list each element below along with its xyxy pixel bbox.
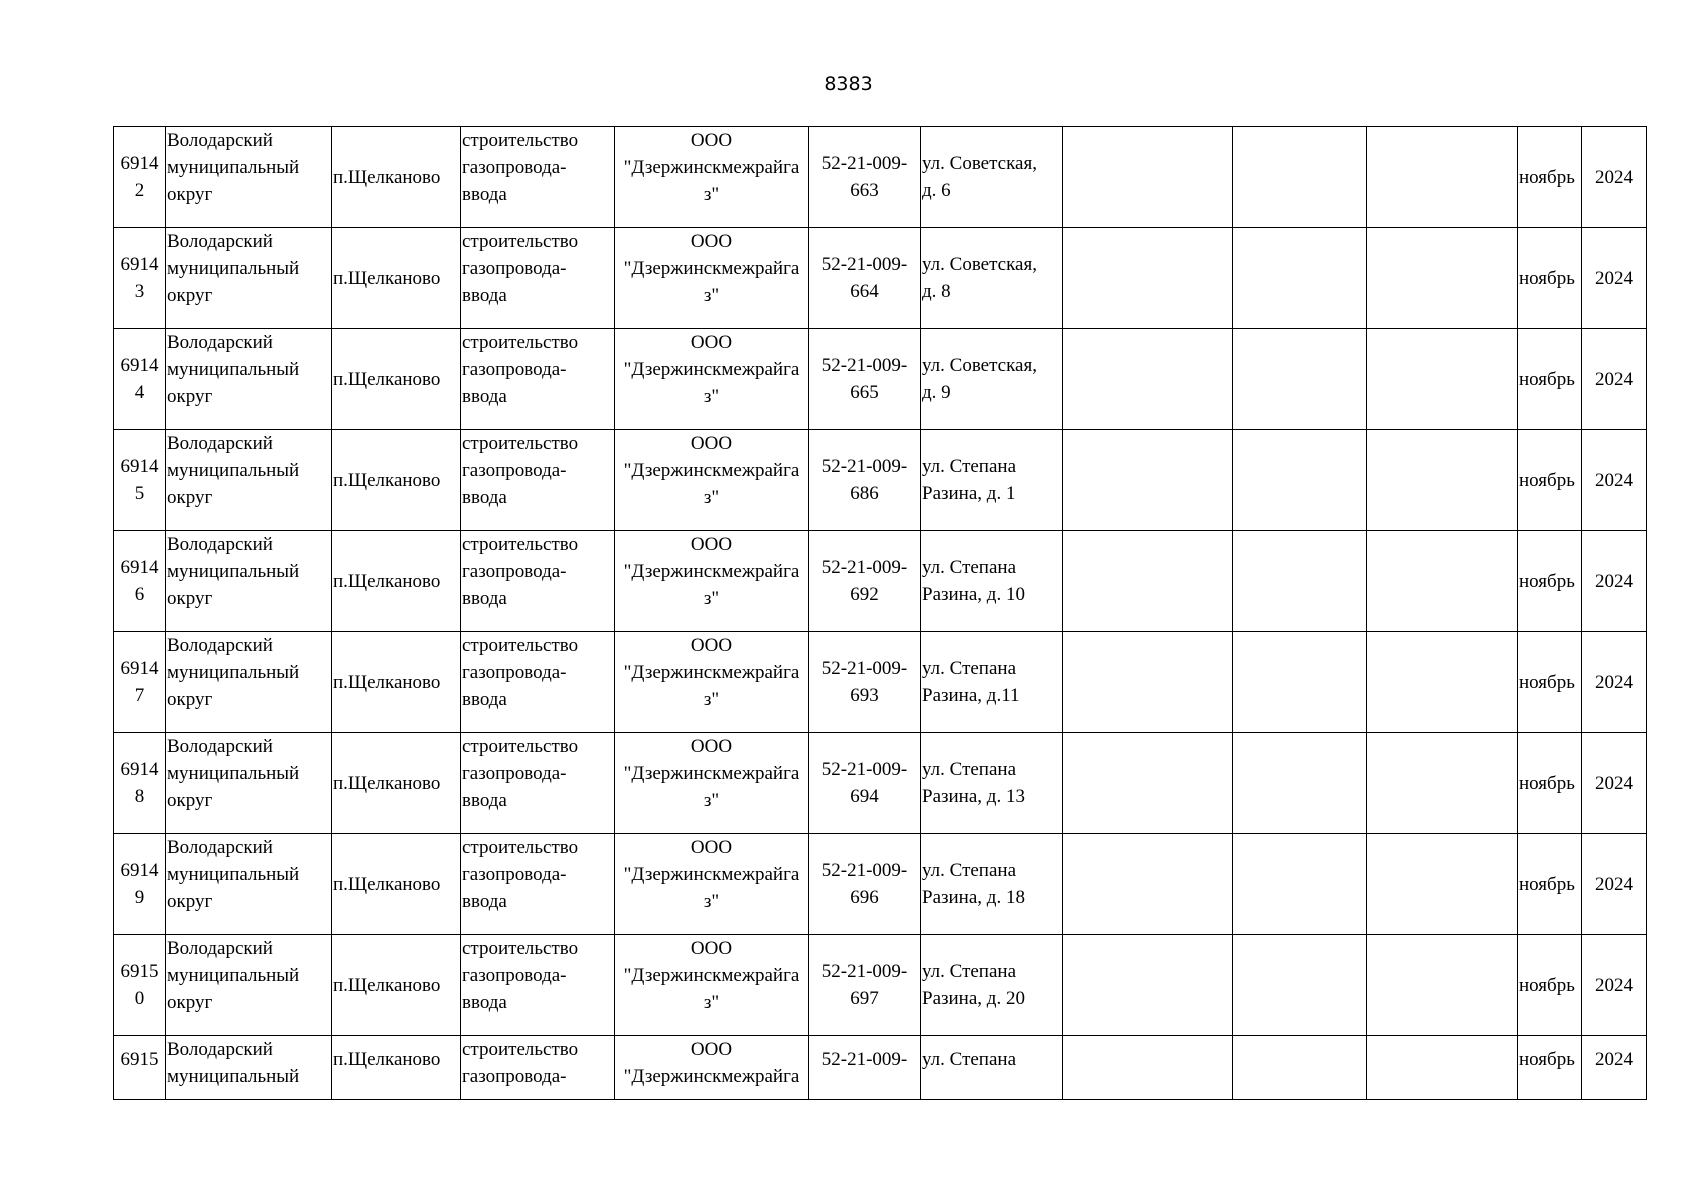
address-line: ул. Степана <box>922 860 1017 881</box>
address-cell <box>921 632 1063 733</box>
work-type-line: газопровода- <box>462 763 567 784</box>
organization-line: з" <box>703 285 720 306</box>
address-line: ул. Степана <box>922 456 1017 477</box>
address-cell <box>921 228 1063 329</box>
object-code-cell <box>809 531 921 632</box>
work-type-cell <box>461 430 615 531</box>
object-code-line: 693 <box>850 685 879 706</box>
organization-line: ООО <box>690 231 733 252</box>
district-line: округ <box>167 285 213 306</box>
object-code-line: 52-21-009- <box>821 961 908 982</box>
organization-line: з" <box>703 992 720 1013</box>
empty-cell <box>1063 935 1233 1036</box>
work-type-line: ввода <box>462 386 507 407</box>
record-number-cell <box>114 632 166 733</box>
empty-cell <box>1367 834 1518 935</box>
month-cell: ноябрь <box>1518 1036 1582 1100</box>
settlement-cell: п.Щелканово <box>332 329 461 430</box>
settlement-cell: п.Щелканово <box>332 834 461 935</box>
organization-line: ООО <box>690 534 733 555</box>
work-type-line: ввода <box>462 891 507 912</box>
work-type-line: строительство <box>462 433 579 454</box>
object-code-cell <box>809 733 921 834</box>
organization-cell <box>615 228 809 329</box>
organization-cell <box>615 329 809 430</box>
empty-cell <box>1063 1036 1233 1100</box>
work-type-line: строительство <box>462 534 579 555</box>
organization-line: ООО <box>690 837 733 858</box>
table-row <box>114 329 1647 430</box>
organization-line: ООО <box>690 736 733 757</box>
organization-cell <box>615 733 809 834</box>
table-row <box>114 531 1647 632</box>
record-number-cell <box>114 1036 166 1100</box>
district-line: округ <box>167 992 213 1013</box>
address-line: д. 9 <box>922 382 951 403</box>
work-type-line: газопровода- <box>462 359 567 380</box>
table-row <box>114 935 1647 1036</box>
district-line: Володарский <box>167 938 273 959</box>
record-number-line: 6 <box>134 584 145 605</box>
district-cell <box>166 531 332 632</box>
organization-line: з" <box>703 790 720 811</box>
record-number-line: 6915 <box>120 961 159 982</box>
address-line: ул. Степана <box>922 557 1017 578</box>
object-code-cell <box>809 127 921 228</box>
district-line: муниципальный <box>167 763 300 784</box>
record-number-line: 4 <box>134 382 145 403</box>
address-line: Разина, д. 10 <box>922 584 1025 605</box>
table-row <box>114 632 1647 733</box>
table-row <box>114 127 1647 228</box>
record-number-line: 6914 <box>120 557 159 578</box>
record-number-cell <box>114 935 166 1036</box>
empty-cell <box>1367 228 1518 329</box>
empty-cell <box>1367 329 1518 430</box>
address-cell <box>921 733 1063 834</box>
object-code-cell <box>809 632 921 733</box>
district-cell <box>166 1036 332 1100</box>
organization-line: "Дзержинскмежрайга <box>623 157 800 178</box>
record-number-line: 0 <box>134 988 145 1009</box>
work-type-line: ввода <box>462 487 507 508</box>
district-line: муниципальный <box>167 258 300 279</box>
empty-cell <box>1063 430 1233 531</box>
settlement-cell: п.Щелканово <box>332 228 461 329</box>
object-code-line: 694 <box>850 786 879 807</box>
year-cell: 2024 <box>1582 228 1647 329</box>
month-cell: ноябрь <box>1518 733 1582 834</box>
organization-cell <box>615 1036 809 1100</box>
organization-line: "Дзержинскмежрайга <box>623 965 800 986</box>
month-cell: ноябрь <box>1518 329 1582 430</box>
year-cell: 2024 <box>1582 632 1647 733</box>
empty-cell <box>1063 733 1233 834</box>
record-number-line: 6915 <box>120 1049 159 1070</box>
settlement-cell: п.Щелканово <box>332 1036 461 1100</box>
settlement-cell: п.Щелканово <box>332 531 461 632</box>
address-cell <box>921 1036 1063 1100</box>
object-code-line: 52-21-009- <box>821 860 908 881</box>
organization-cell <box>615 632 809 733</box>
record-number-line: 8 <box>134 786 145 807</box>
address-cell <box>921 430 1063 531</box>
address-cell <box>921 834 1063 935</box>
organization-line: "Дзержинскмежрайга <box>623 359 800 380</box>
record-number-line: 6914 <box>120 860 159 881</box>
address-line: ул. Советская, <box>922 254 1037 275</box>
district-line: Володарский <box>167 837 273 858</box>
year-cell: 2024 <box>1582 531 1647 632</box>
address-cell <box>921 935 1063 1036</box>
organization-cell <box>615 430 809 531</box>
work-type-line: строительство <box>462 736 579 757</box>
object-code-line: 692 <box>850 584 879 605</box>
month-cell: ноябрь <box>1518 228 1582 329</box>
registry-table <box>113 126 1647 1100</box>
work-type-line: газопровода- <box>462 662 567 683</box>
district-line: Володарский <box>167 534 273 555</box>
empty-cell <box>1367 430 1518 531</box>
work-type-line: строительство <box>462 332 579 353</box>
work-type-line: ввода <box>462 588 507 609</box>
year-cell: 2024 <box>1582 834 1647 935</box>
record-number-cell <box>114 127 166 228</box>
empty-cell <box>1233 632 1367 733</box>
organization-cell <box>615 531 809 632</box>
organization-line: ООО <box>690 433 733 454</box>
empty-cell <box>1367 733 1518 834</box>
settlement-cell: п.Щелканово <box>332 733 461 834</box>
organization-line: з" <box>703 487 720 508</box>
work-type-cell <box>461 228 615 329</box>
record-number-line: 2 <box>134 180 145 201</box>
month-cell: ноябрь <box>1518 935 1582 1036</box>
record-number-cell <box>114 834 166 935</box>
record-number-line: 6914 <box>120 355 159 376</box>
record-number-line: 6914 <box>120 456 159 477</box>
organization-cell <box>615 127 809 228</box>
district-line: округ <box>167 184 213 205</box>
organization-line: ООО <box>690 332 733 353</box>
object-code-cell <box>809 1036 921 1100</box>
work-type-cell <box>461 329 615 430</box>
district-line: Володарский <box>167 736 273 757</box>
record-number-line: 6914 <box>120 153 159 174</box>
record-number-line: 5 <box>134 483 145 504</box>
record-number-line: 6914 <box>120 658 159 679</box>
empty-cell <box>1063 127 1233 228</box>
object-code-line: 696 <box>850 887 879 908</box>
table-row <box>114 228 1647 329</box>
year-cell: 2024 <box>1582 127 1647 228</box>
work-type-cell <box>461 935 615 1036</box>
record-number-line: 7 <box>134 685 145 706</box>
work-type-cell <box>461 127 615 228</box>
work-type-line: строительство <box>462 635 579 656</box>
district-line: Володарский <box>167 433 273 454</box>
organization-line: "Дзержинскмежрайга <box>623 864 800 885</box>
organization-line: ООО <box>690 1039 733 1060</box>
month-cell: ноябрь <box>1518 127 1582 228</box>
record-number-cell <box>114 228 166 329</box>
address-line: Разина, д. 13 <box>922 786 1025 807</box>
empty-cell <box>1063 228 1233 329</box>
empty-cell <box>1063 632 1233 733</box>
address-line: Разина, д. 1 <box>922 483 1016 504</box>
district-line: округ <box>167 891 213 912</box>
district-line: Володарский <box>167 130 273 151</box>
district-line: муниципальный <box>167 662 300 683</box>
address-line: ул. Советская, <box>922 355 1037 376</box>
table-row <box>114 834 1647 935</box>
empty-cell <box>1233 430 1367 531</box>
year-cell: 2024 <box>1582 935 1647 1036</box>
empty-cell <box>1233 935 1367 1036</box>
object-code-line: 52-21-009- <box>821 658 908 679</box>
district-line: округ <box>167 790 213 811</box>
district-line: муниципальный <box>167 561 300 582</box>
district-line: муниципальный <box>167 965 300 986</box>
district-line: округ <box>167 689 213 710</box>
organization-line: "Дзержинскмежрайга <box>623 561 800 582</box>
record-number-line: 6914 <box>120 759 159 780</box>
district-cell <box>166 127 332 228</box>
empty-cell <box>1367 935 1518 1036</box>
work-type-line: ввода <box>462 790 507 811</box>
work-type-line: строительство <box>462 938 579 959</box>
district-line: муниципальный <box>167 157 300 178</box>
table-row <box>114 1036 1647 1100</box>
work-type-line: ввода <box>462 285 507 306</box>
empty-cell <box>1233 733 1367 834</box>
object-code-line: 52-21-009- <box>821 153 908 174</box>
address-line: ул. Степана <box>922 759 1017 780</box>
registry-body <box>114 127 1647 1100</box>
district-line: муниципальный <box>167 1066 300 1087</box>
empty-cell <box>1367 632 1518 733</box>
address-line: Разина, д. 20 <box>922 988 1025 1009</box>
work-type-cell <box>461 733 615 834</box>
work-type-line: строительство <box>462 130 579 151</box>
object-code-line: 686 <box>850 483 879 504</box>
record-number-cell <box>114 430 166 531</box>
district-line: округ <box>167 487 213 508</box>
object-code-line: 697 <box>850 988 879 1009</box>
settlement-cell: п.Щелканово <box>332 632 461 733</box>
district-line: Володарский <box>167 635 273 656</box>
work-type-line: газопровода- <box>462 460 567 481</box>
district-cell <box>166 329 332 430</box>
object-code-line: 52-21-009- <box>821 1049 908 1070</box>
object-code-cell <box>809 935 921 1036</box>
object-code-line: 52-21-009- <box>821 759 908 780</box>
work-type-line: газопровода- <box>462 1066 567 1087</box>
record-number-cell <box>114 733 166 834</box>
object-code-cell <box>809 834 921 935</box>
month-cell: ноябрь <box>1518 632 1582 733</box>
address-line: Разина, д. 18 <box>922 887 1025 908</box>
empty-cell <box>1063 531 1233 632</box>
table-row <box>114 733 1647 834</box>
settlement-cell: п.Щелканово <box>332 430 461 531</box>
organization-line: "Дзержинскмежрайга <box>623 1066 800 1087</box>
page-number: 8383 <box>824 73 873 95</box>
work-type-line: газопровода- <box>462 157 567 178</box>
settlement-cell: п.Щелканово <box>332 935 461 1036</box>
address-cell <box>921 127 1063 228</box>
month-cell: ноябрь <box>1518 834 1582 935</box>
empty-cell <box>1233 228 1367 329</box>
address-line: д. 6 <box>922 180 951 201</box>
address-cell <box>921 329 1063 430</box>
organization-line: з" <box>703 588 720 609</box>
record-number-line: 3 <box>134 281 145 302</box>
object-code-line: 52-21-009- <box>821 355 908 376</box>
district-line: округ <box>167 386 213 407</box>
organization-cell <box>615 935 809 1036</box>
object-code-cell <box>809 329 921 430</box>
empty-cell <box>1233 127 1367 228</box>
district-line: Володарский <box>167 332 273 353</box>
work-type-cell <box>461 1036 615 1100</box>
organization-cell <box>615 834 809 935</box>
work-type-line: ввода <box>462 689 507 710</box>
empty-cell <box>1233 834 1367 935</box>
organization-line: "Дзержинскмежрайга <box>623 460 800 481</box>
district-cell <box>166 632 332 733</box>
record-number-cell <box>114 531 166 632</box>
settlement-cell: п.Щелканово <box>332 127 461 228</box>
object-code-cell <box>809 228 921 329</box>
address-cell <box>921 531 1063 632</box>
month-cell: ноябрь <box>1518 531 1582 632</box>
object-code-line: 664 <box>850 281 879 302</box>
district-cell <box>166 733 332 834</box>
object-code-line: 665 <box>850 382 879 403</box>
work-type-line: строительство <box>462 1039 579 1060</box>
empty-cell <box>1233 531 1367 632</box>
work-type-line: ввода <box>462 184 507 205</box>
object-code-line: 52-21-009- <box>821 557 908 578</box>
address-line: ул. Степана <box>922 961 1017 982</box>
district-cell <box>166 228 332 329</box>
work-type-cell <box>461 834 615 935</box>
district-line: муниципальный <box>167 864 300 885</box>
table-row <box>114 430 1647 531</box>
address-line: ул. Степана <box>922 1049 1017 1070</box>
work-type-line: ввода <box>462 992 507 1013</box>
address-line: ул. Советская, <box>922 153 1037 174</box>
empty-cell <box>1063 834 1233 935</box>
work-type-line: газопровода- <box>462 561 567 582</box>
address-line: Разина, д.11 <box>922 685 1020 706</box>
empty-cell <box>1063 329 1233 430</box>
district-line: округ <box>167 588 213 609</box>
organization-line: ООО <box>690 635 733 656</box>
work-type-line: газопровода- <box>462 258 567 279</box>
organization-line: з" <box>703 386 720 407</box>
organization-line: "Дзержинскмежрайга <box>623 662 800 683</box>
address-line: д. 8 <box>922 281 951 302</box>
district-line: Володарский <box>167 231 273 252</box>
object-code-line: 52-21-009- <box>821 254 908 275</box>
organization-line: "Дзержинскмежрайга <box>623 258 800 279</box>
organization-line: з" <box>703 689 720 710</box>
empty-cell <box>1233 1036 1367 1100</box>
record-number-cell <box>114 329 166 430</box>
work-type-line: строительство <box>462 231 579 252</box>
record-number-line: 9 <box>134 887 145 908</box>
organization-line: "Дзержинскмежрайга <box>623 763 800 784</box>
year-cell: 2024 <box>1582 733 1647 834</box>
object-code-line: 663 <box>850 180 879 201</box>
empty-cell <box>1233 329 1367 430</box>
organization-line: ООО <box>690 130 733 151</box>
year-cell: 2024 <box>1582 329 1647 430</box>
organization-line: з" <box>703 891 720 912</box>
work-type-line: газопровода- <box>462 965 567 986</box>
work-type-cell <box>461 531 615 632</box>
address-line: ул. Степана <box>922 658 1017 679</box>
work-type-line: строительство <box>462 837 579 858</box>
record-number-line: 6914 <box>120 254 159 275</box>
district-line: муниципальный <box>167 460 300 481</box>
organization-line: ООО <box>690 938 733 959</box>
work-type-line: газопровода- <box>462 864 567 885</box>
district-line: муниципальный <box>167 359 300 380</box>
work-type-cell <box>461 632 615 733</box>
empty-cell <box>1367 127 1518 228</box>
year-cell: 2024 <box>1582 430 1647 531</box>
district-cell <box>166 430 332 531</box>
district-cell <box>166 935 332 1036</box>
empty-cell <box>1367 531 1518 632</box>
month-cell: ноябрь <box>1518 430 1582 531</box>
organization-line: з" <box>703 184 720 205</box>
year-cell: 2024 <box>1582 1036 1647 1100</box>
district-line: Володарский <box>167 1039 273 1060</box>
district-cell <box>166 834 332 935</box>
object-code-line: 52-21-009- <box>821 456 908 477</box>
empty-cell <box>1367 1036 1518 1100</box>
object-code-cell <box>809 430 921 531</box>
